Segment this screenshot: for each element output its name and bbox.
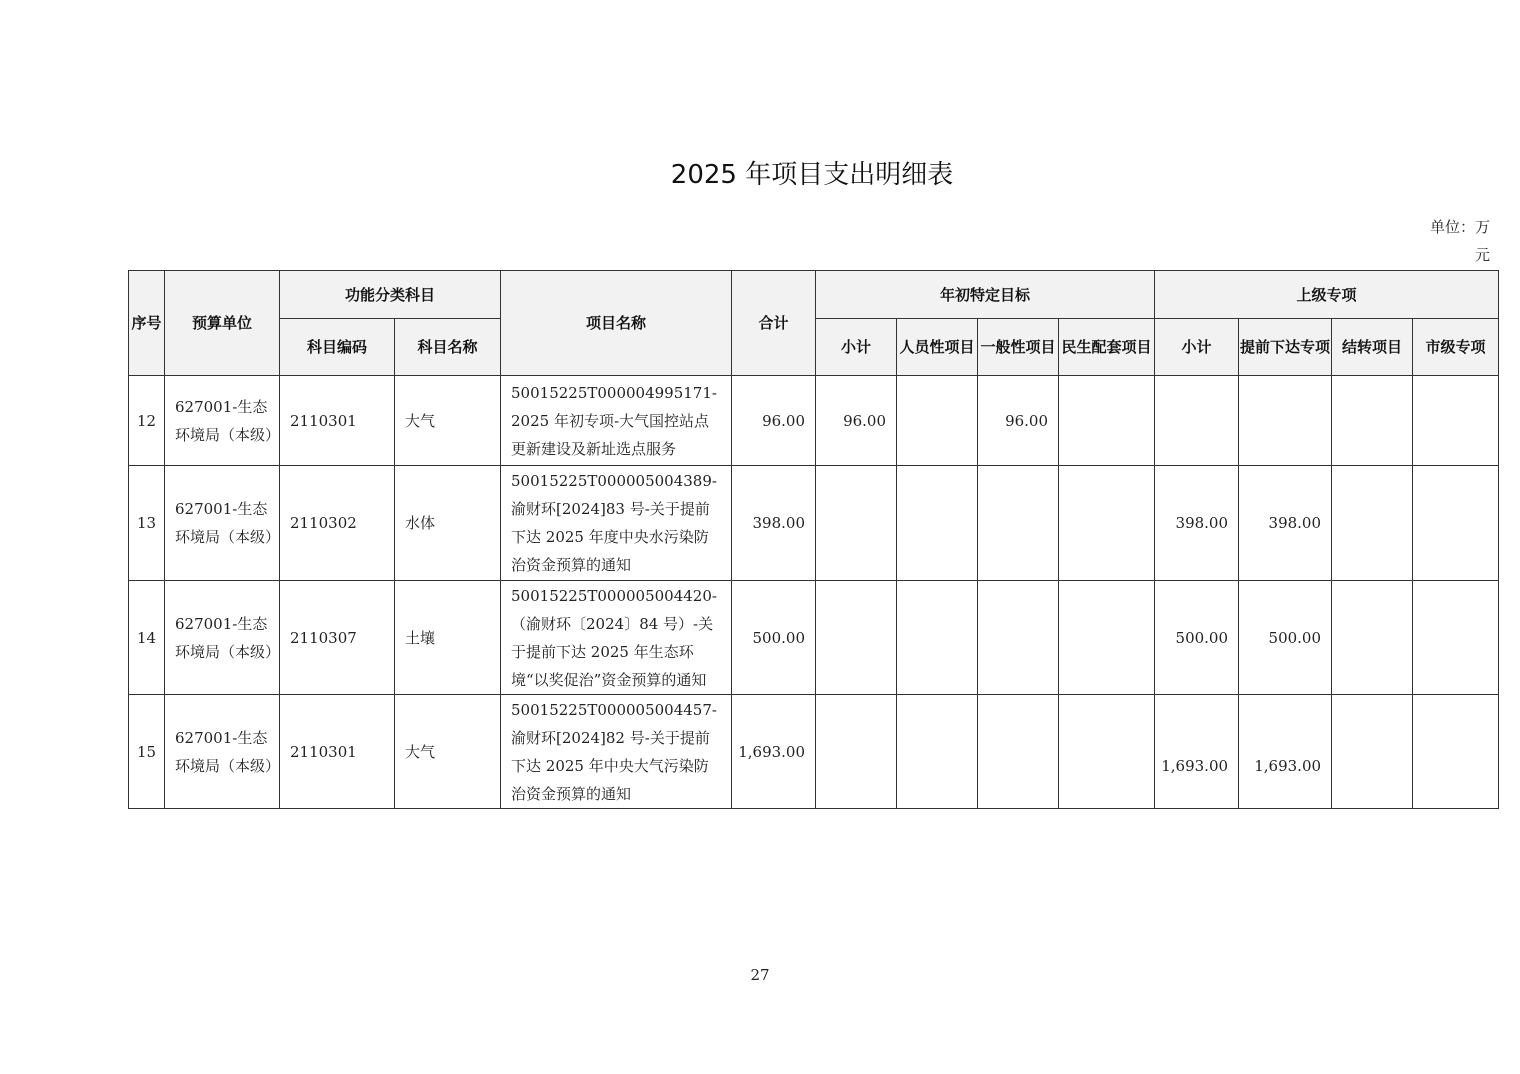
cell-carryover-project [1332, 466, 1413, 581]
cell-seq: 12 [129, 376, 165, 466]
header-upper-special: 上级专项 [1155, 271, 1499, 319]
cell-total: 398.00 [732, 466, 816, 581]
cell-subject-code: 2110307 [280, 581, 395, 695]
cell-subject-code: 2110301 [280, 376, 395, 466]
cell-personnel-project [897, 581, 978, 695]
header-personnel-project: 人员性项目 [897, 319, 978, 376]
cell-advance-special: 500.00 [1239, 581, 1332, 695]
cell-upper-subtotal: 500.00 [1155, 581, 1239, 695]
cell-project-name: 50015225T000005004389-渝财环[2024]83 号-关于提前下达 2025 年度中央水污染防治资金预算的通知 [501, 466, 732, 581]
header-advance-special: 提前下达专项 [1239, 319, 1332, 376]
cell-carryover-project [1332, 376, 1413, 466]
cell-seq: 13 [129, 466, 165, 581]
page-title: 2025 年项目支出明细表 [670, 160, 954, 190]
unit-label: 单位：万元 [1429, 218, 1490, 264]
cell-seq: 14 [129, 581, 165, 695]
cell-total: 1,693.00 [732, 695, 816, 809]
cell-advance-special: 1,693.00 [1239, 695, 1332, 809]
cell-livelihood-project [1059, 581, 1155, 695]
cell-city-special [1413, 376, 1499, 466]
cell-project-name: 50015225T000005004420-（渝财环〔2024〕84 号）-关于提前下达 2025 年生态环境“以奖促治”资金预算的通知 [501, 581, 732, 695]
cell-advance-special: 398.00 [1239, 466, 1332, 581]
cell-carryover-project [1332, 581, 1413, 695]
cell-budget-unit: 627001-生态环境局（本级） [165, 466, 280, 581]
table-row [129, 581, 1499, 695]
cell-general-project [978, 581, 1059, 695]
header-carryover-project: 结转项目 [1332, 319, 1413, 376]
project-expenditure-table [128, 270, 1499, 809]
header-target-subtotal: 小计 [816, 319, 897, 376]
cell-upper-subtotal: 398.00 [1155, 466, 1239, 581]
header-project-name: 项目名称 [501, 271, 732, 376]
cell-budget-unit: 627001-生态环境局（本级） [165, 695, 280, 809]
cell-subject-name: 土壤 [395, 581, 501, 695]
cell-seq: 15 [129, 695, 165, 809]
cell-upper-subtotal [1155, 376, 1239, 466]
cell-carryover-project [1332, 695, 1413, 809]
cell-subject-code: 2110302 [280, 466, 395, 581]
header-subject-name: 科目名称 [395, 319, 501, 376]
cell-target-subtotal [816, 695, 897, 809]
cell-total: 96.00 [732, 376, 816, 466]
header-total: 合计 [732, 271, 816, 376]
header-seq: 序号 [129, 271, 165, 376]
cell-city-special [1413, 466, 1499, 581]
header-city-special: 市级专项 [1413, 319, 1499, 376]
header-livelihood-project: 民生配套项目 [1059, 319, 1155, 376]
cell-advance-special [1239, 376, 1332, 466]
header-budget-unit: 预算单位 [165, 271, 280, 376]
cell-budget-unit: 627001-生态环境局（本级） [165, 581, 280, 695]
cell-general-project: 96.00 [978, 376, 1059, 466]
header-initial-target: 年初特定目标 [816, 271, 1155, 319]
cell-project-name: 50015225T000004995171-2025 年初专项-大气国控站点更新建设及新址选点服务 [501, 376, 732, 466]
cell-city-special [1413, 581, 1499, 695]
cell-general-project [978, 466, 1059, 581]
table-row [129, 376, 1499, 466]
header-subject-code: 科目编码 [280, 319, 395, 376]
cell-personnel-project [897, 695, 978, 809]
cell-target-subtotal [816, 466, 897, 581]
cell-target-subtotal: 96.00 [816, 376, 897, 466]
cell-livelihood-project [1059, 695, 1155, 809]
cell-general-project [978, 695, 1059, 809]
cell-subject-name: 大气 [395, 695, 501, 809]
page-number: 27 [750, 966, 770, 984]
cell-total: 500.00 [732, 581, 816, 695]
cell-livelihood-project [1059, 376, 1155, 466]
cell-budget-unit: 627001-生态环境局（本级） [165, 376, 280, 466]
table-row [129, 466, 1499, 581]
cell-project-name: 50015225T000005004457-渝财环[2024]82 号-关于提前下达 2025 年中央大气污染防治资金预算的通知 [501, 695, 732, 809]
cell-personnel-project [897, 376, 978, 466]
cell-personnel-project [897, 466, 978, 581]
cell-city-special [1413, 695, 1499, 809]
cell-subject-code: 2110301 [280, 695, 395, 809]
cell-upper-subtotal: 1,693.00 [1155, 695, 1239, 809]
header-upper-subtotal: 小计 [1155, 319, 1239, 376]
cell-subject-name: 大气 [395, 376, 501, 466]
table-row [129, 695, 1499, 809]
cell-livelihood-project [1059, 466, 1155, 581]
header-general-project: 一般性项目 [978, 319, 1059, 376]
cell-target-subtotal [816, 581, 897, 695]
cell-subject-name: 水体 [395, 466, 501, 581]
header-function-category: 功能分类科目 [280, 271, 501, 319]
